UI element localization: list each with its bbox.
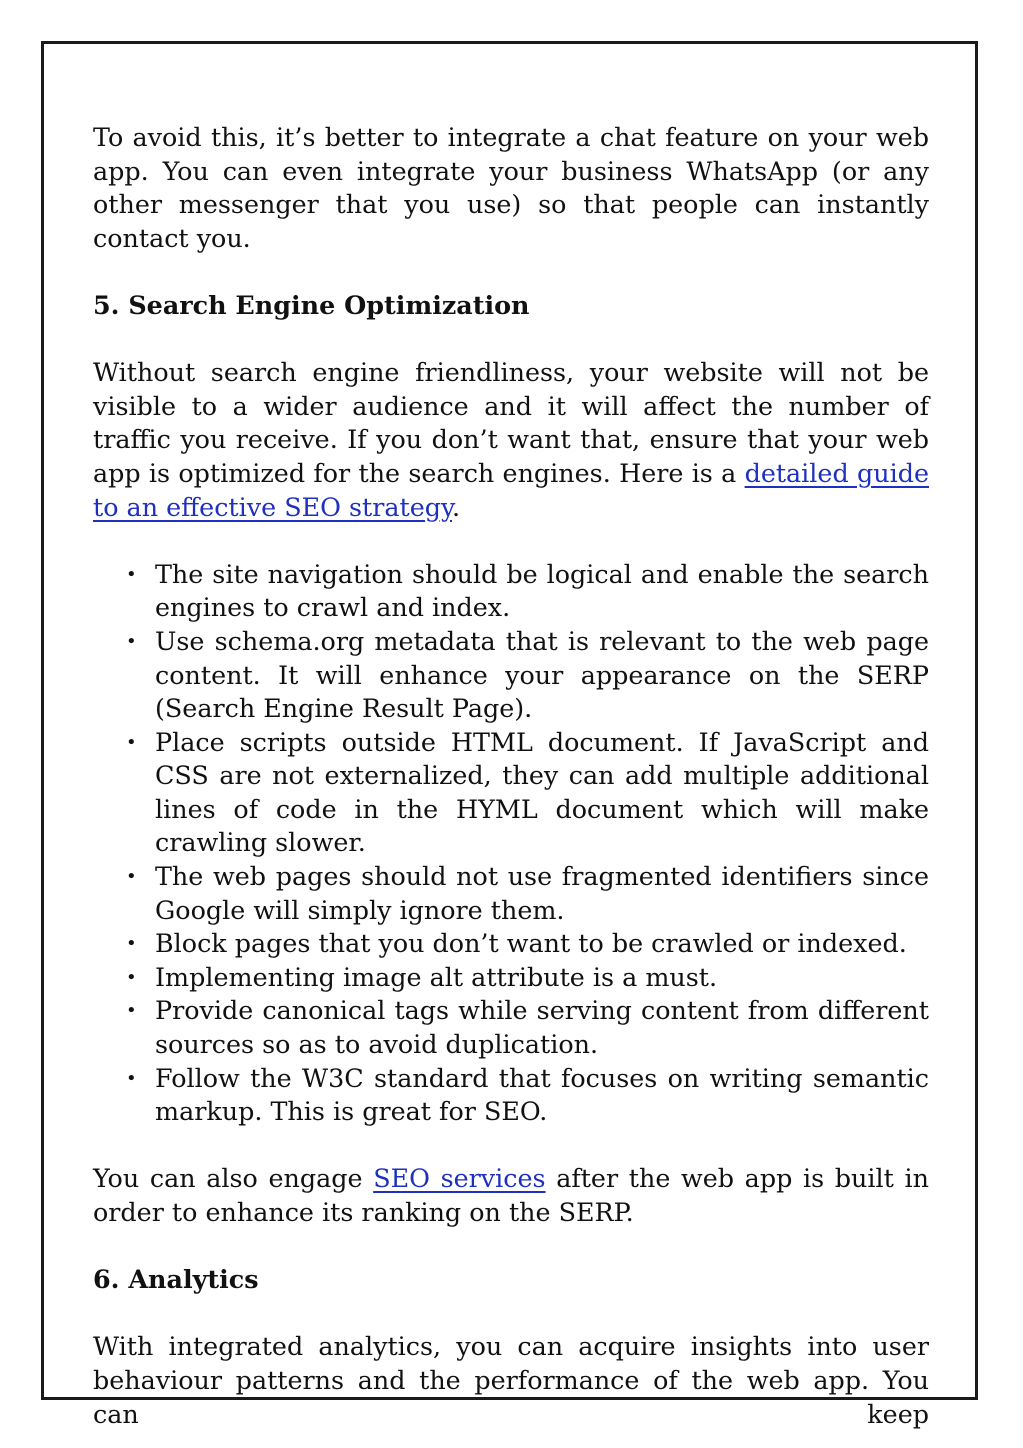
list-item: [93, 1062, 929, 1129]
list-item-text: Implementing image alt attribute is a must.: [155, 961, 718, 992]
seo-services-link[interactable]: SEO services: [373, 1163, 546, 1194]
list-item: [93, 961, 929, 995]
list-item-text: Provide canonical tags while serving content from different sources so as to avoid duplication.: [155, 995, 929, 1060]
spacer: [93, 255, 929, 289]
spacer: [93, 1297, 929, 1331]
bullet-icon: •: [126, 966, 137, 988]
list-item: [93, 860, 929, 927]
list-item-text: The site navigation should be logical and enable the search engines to crawl and index.: [155, 558, 929, 623]
bullet-icon: •: [126, 630, 137, 652]
list-item: [93, 726, 929, 860]
list-item: [93, 625, 929, 726]
list-item-text: The web pages should not use fragmented identifiers since Google will simply ignore them.: [155, 861, 929, 925]
spacer: [93, 1129, 929, 1163]
list-item-text: Place scripts outside HTML document. If JavaScript and CSS are not externalized, they can add multiple additional lines of code in the HYML document which will make crawling slower.: [155, 726, 929, 858]
list-item: [93, 927, 929, 961]
bullet-icon: •: [126, 1000, 137, 1022]
seo-services-paragraph-text: You can also engage: [93, 1163, 374, 1194]
seo-services-paragraph-end: after the web app is built in order to enhance its ranking on the SERP.: [93, 1163, 929, 1227]
seo-bullet-list: [93, 558, 929, 1129]
list-item: [93, 558, 929, 625]
seo-strategy-guide-link[interactable]: detailed guide to an effective SEO strategy: [93, 457, 929, 522]
section-6-paragraph: With integrated analytics, you can acquire insights into user behaviour patterns and the performance of the web app. You can keep: [93, 1331, 929, 1429]
section-5-paragraph-text: Without search engine friendliness, your website will not be visible to a wider audience and it will affect the number of traffic you receive. If you don’t want that, ensure that your web app is optimized for the search engines. Here is a: [93, 357, 929, 488]
section-5-heading: 5. Search Engine Optimization: [93, 289, 530, 320]
list-item: [93, 994, 929, 1061]
bullet-icon: •: [126, 933, 137, 955]
list-item-text: Follow the W3C standard that focuses on writing semantic markup. This is great for SEO.: [155, 1062, 929, 1127]
list-item-text: Block pages that you don’t want to be crawled or indexed.: [155, 928, 907, 959]
spacer: [93, 524, 929, 558]
section-6-heading: 6. Analytics: [93, 1264, 259, 1295]
bullet-icon: •: [126, 866, 137, 888]
list-item-text: Use schema.org metadata that is relevant to the web page content. It will enhance your appearance on the SERP (Search Engine Result Page).: [155, 625, 929, 724]
spacer: [93, 323, 929, 357]
bullet-icon: •: [126, 1067, 137, 1089]
document-content: [93, 121, 929, 1431]
spacer: [93, 1230, 929, 1264]
section-5-paragraph: [93, 356, 929, 524]
bullet-icon: •: [126, 731, 137, 753]
seo-services-paragraph: [93, 1162, 929, 1229]
intro-paragraph: To avoid this, it’s better to integrate a chat feature on your web app. You can even integrate your business WhatsApp (or any other messenger that you use) so that people can instantly contact you.: [93, 122, 929, 253]
section-5-paragraph-end: .: [451, 491, 461, 522]
bullet-icon: •: [126, 563, 137, 585]
